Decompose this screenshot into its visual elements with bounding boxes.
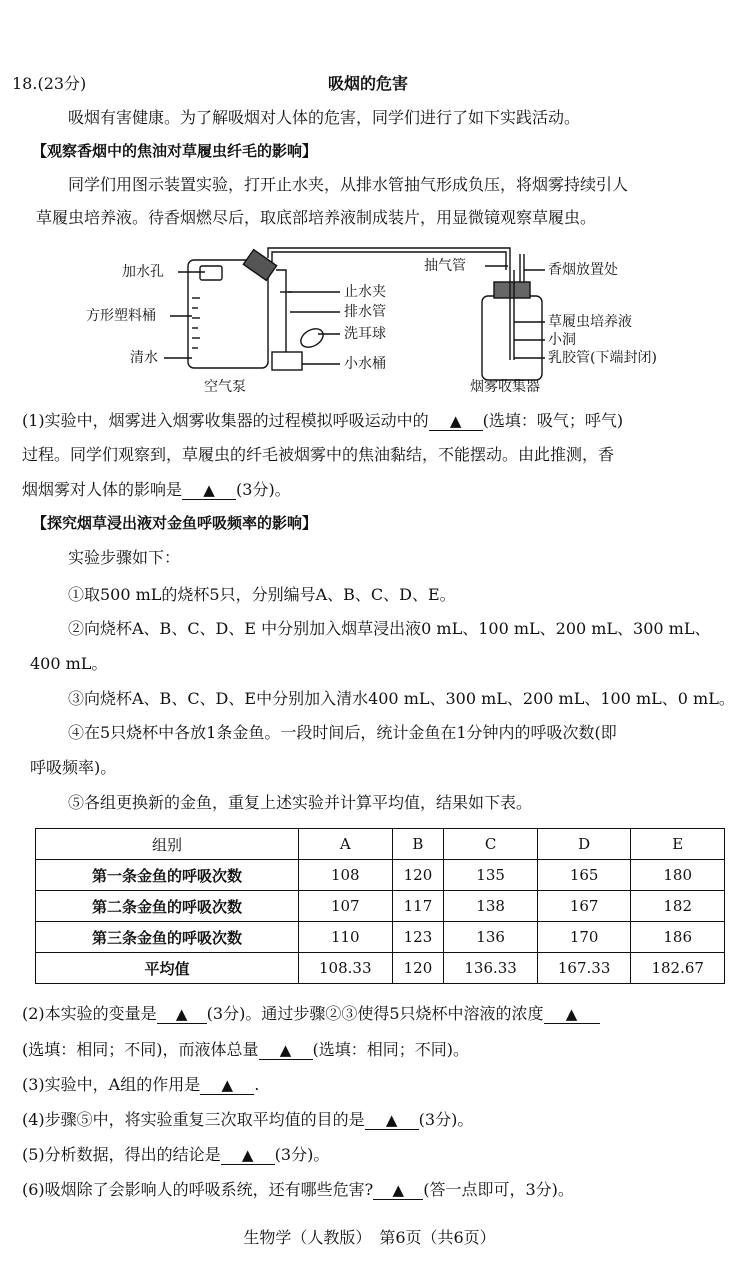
table-header-cell: A [299, 829, 393, 860]
q5-text-a: (5)分析数据，得出的结论是 [22, 1145, 221, 1164]
q6-line [22, 1181, 574, 1200]
q6-text-a: (6)吸烟除了会影响人的呼吸系统，还有哪些危害? [22, 1180, 374, 1199]
q2-line1 [22, 1005, 600, 1024]
ear-bulb [298, 325, 327, 351]
q4-line [22, 1111, 473, 1130]
page-footer: 生物学（人教版） 第6页（共6页） [243, 1228, 496, 1247]
step-4-line1: ④在5只烧杯中各放1条金鱼。一段时间后，统计金鱼在1分钟内的呼吸次数(即 [68, 723, 617, 742]
question-points: (23分) [37, 74, 87, 93]
table-cell: 136.33 [444, 953, 538, 984]
q2-text-b: (3分)。通过步骤②③使得5只烧杯中溶液的浓度 [206, 1004, 544, 1023]
table-header-cell: C [444, 829, 538, 860]
label-air-pump: 空气泵 [204, 379, 246, 395]
section1-para-line1: 同学们用图示装置实验，打开止水夹，从排水管抽气形成负压，将烟雾持续引人 [68, 175, 629, 194]
table-cell: 120 [392, 953, 444, 984]
label-ear-bulb: 洗耳球 [344, 326, 386, 342]
label-latex-tube: 乳胶管(下端封闭) [548, 350, 657, 366]
table-header-cell: D [537, 829, 631, 860]
q3-period: . [254, 1075, 260, 1094]
intro-text: 吸烟有害健康。为了解吸烟对人体的危害，同学们进行了如下实践活动。 [68, 108, 581, 127]
table-cell: 135 [444, 860, 538, 891]
table-cell: 186 [631, 922, 725, 953]
table-cell: 117 [392, 891, 444, 922]
q4-text-b: (3分)。 [418, 1110, 474, 1129]
label-culture-medium: 草履虫培养液 [548, 314, 632, 330]
q6-text-b: (答一点即可，3分)。 [423, 1180, 574, 1199]
table-cell: 108 [299, 860, 393, 891]
table-cell: 第三条金鱼的呼吸次数 [36, 922, 299, 953]
q1-blank-1[interactable]: ▲ [429, 412, 483, 431]
q1-line3 [22, 481, 291, 500]
drain-tube [276, 270, 286, 352]
table-cell: 第一条金鱼的呼吸次数 [36, 860, 299, 891]
step-3: ③向烧杯A、B、C、D、E中分别加入清水400 mL、300 mL、200 mL、100 mL、0 mL。 [68, 689, 735, 708]
q1-blank-2[interactable]: ▲ [182, 481, 236, 500]
table-cell: 136 [444, 922, 538, 953]
label-plastic-bucket: 方形塑料桶 [86, 308, 156, 324]
table-cell: 138 [444, 891, 538, 922]
step-2-line1: ②向烧杯A、B、C、D、E 中分别加入烟草浸出液0 mL、100 mL、200 mL、300 mL、 [68, 619, 711, 638]
table-header-cell: B [392, 829, 444, 860]
table-cell: 123 [392, 922, 444, 953]
collector-stopper [494, 282, 530, 298]
table-cell: 110 [299, 922, 393, 953]
table-cell: 120 [392, 860, 444, 891]
q3-line [22, 1076, 259, 1095]
q1-line1 [22, 412, 623, 431]
table-row [36, 922, 725, 953]
label-cigarette-place: 香烟放置处 [548, 262, 618, 278]
label-smoke-collector: 烟雾收集器 [470, 379, 540, 395]
q1-line2: 过程。同学们观察到，草履虫的纤毛被烟雾中的焦油黏结，不能摆动。由此推测，香 [22, 445, 615, 464]
q4-text-a: (4)步骤⑤中，将实验重复三次取平均值的目的是 [22, 1110, 365, 1129]
label-drain-tube: 排水管 [344, 304, 386, 320]
label-small-bucket: 小水桶 [344, 356, 386, 372]
step-2-line2: 400 mL。 [30, 654, 108, 673]
table-cell: 107 [299, 891, 393, 922]
table-row [36, 860, 725, 891]
table-cell: 167.33 [537, 953, 631, 984]
table-cell: 平均值 [36, 953, 299, 984]
section1-para-line2: 草履虫培养液。待香烟燃尽后，取底部培养液制成装片，用显微镜观察草履虫。 [36, 208, 597, 227]
label-suction-tube: 抽气管 [424, 258, 466, 274]
step-1: ①取500 mL的烧杯5只，分别编号A、B、C、D、E。 [68, 585, 456, 604]
steps-intro: 实验步骤如下： [68, 548, 181, 567]
q2-line2 [22, 1041, 469, 1060]
q1-text-d: (3分)。 [236, 480, 291, 499]
table-cell: 170 [537, 922, 631, 953]
table-row [36, 953, 725, 984]
step-4-line2: 呼吸频率)。 [30, 758, 117, 777]
q5-blank[interactable]: ▲ [221, 1146, 275, 1165]
table-cell: 108.33 [299, 953, 393, 984]
question-title: 吸烟的危害 [328, 74, 409, 93]
question-number [12, 76, 86, 92]
q5-line [22, 1146, 329, 1165]
q2-blank-2[interactable]: ▲ [544, 1005, 600, 1024]
section2-heading: 【探究烟草浸出液对金鱼呼吸频率的影响】 [32, 514, 318, 532]
q2-blank-3[interactable]: ▲ [259, 1041, 313, 1060]
table-cell: 182 [631, 891, 725, 922]
q3-text: (3)实验中，A组的作用是 [22, 1075, 201, 1094]
results-table [35, 828, 725, 984]
q2-text-d: (选填：相同；不同)。 [312, 1040, 469, 1059]
label-clear-water: 清水 [130, 350, 158, 366]
table-header-row [36, 829, 725, 860]
table-cell: 第二条金鱼的呼吸次数 [36, 891, 299, 922]
question-number-label: 18. [12, 74, 38, 93]
q2-blank-1[interactable]: ▲ [157, 1005, 207, 1024]
q1-text-c: 烟烟雾对人体的影响是 [22, 480, 183, 499]
smoke-collector-jar [482, 296, 542, 380]
water-inlet-cap [200, 266, 222, 280]
label-small-hole: 小洞 [548, 332, 576, 348]
table-cell: 180 [631, 860, 725, 891]
section1-heading: 【观察香烟中的焦油对草履虫纤毛的影响】 [32, 142, 318, 160]
q6-blank[interactable]: ▲ [373, 1181, 423, 1200]
table-cell: 182.67 [631, 953, 725, 984]
q5-text-b: (3分)。 [274, 1145, 330, 1164]
q1-text-a: (1)实验中，烟雾进入烟雾收集器的过程模拟呼吸运动中的 [22, 411, 429, 430]
label-water-inlet: 加水孔 [122, 264, 164, 280]
q2-text-c: (选填：相同；不同)，而液体总量 [22, 1040, 259, 1059]
q2-text-a: (2)本实验的变量是 [22, 1004, 157, 1023]
table-row [36, 891, 725, 922]
table-cell: 165 [537, 860, 631, 891]
label-water-clip: 止水夹 [344, 284, 386, 300]
table-header-cell: 组别 [36, 829, 299, 860]
small-bucket [272, 352, 302, 370]
step-5: ⑤各组更换新的金鱼，重复上述实验并计算平均值，结果如下表。 [68, 793, 533, 812]
q1-text-b: (选填：吸气；呼气) [482, 411, 624, 430]
table-cell: 167 [537, 891, 631, 922]
q4-blank[interactable]: ▲ [365, 1111, 419, 1130]
table-header-cell: E [631, 829, 725, 860]
q3-blank[interactable]: ▲ [200, 1076, 254, 1095]
